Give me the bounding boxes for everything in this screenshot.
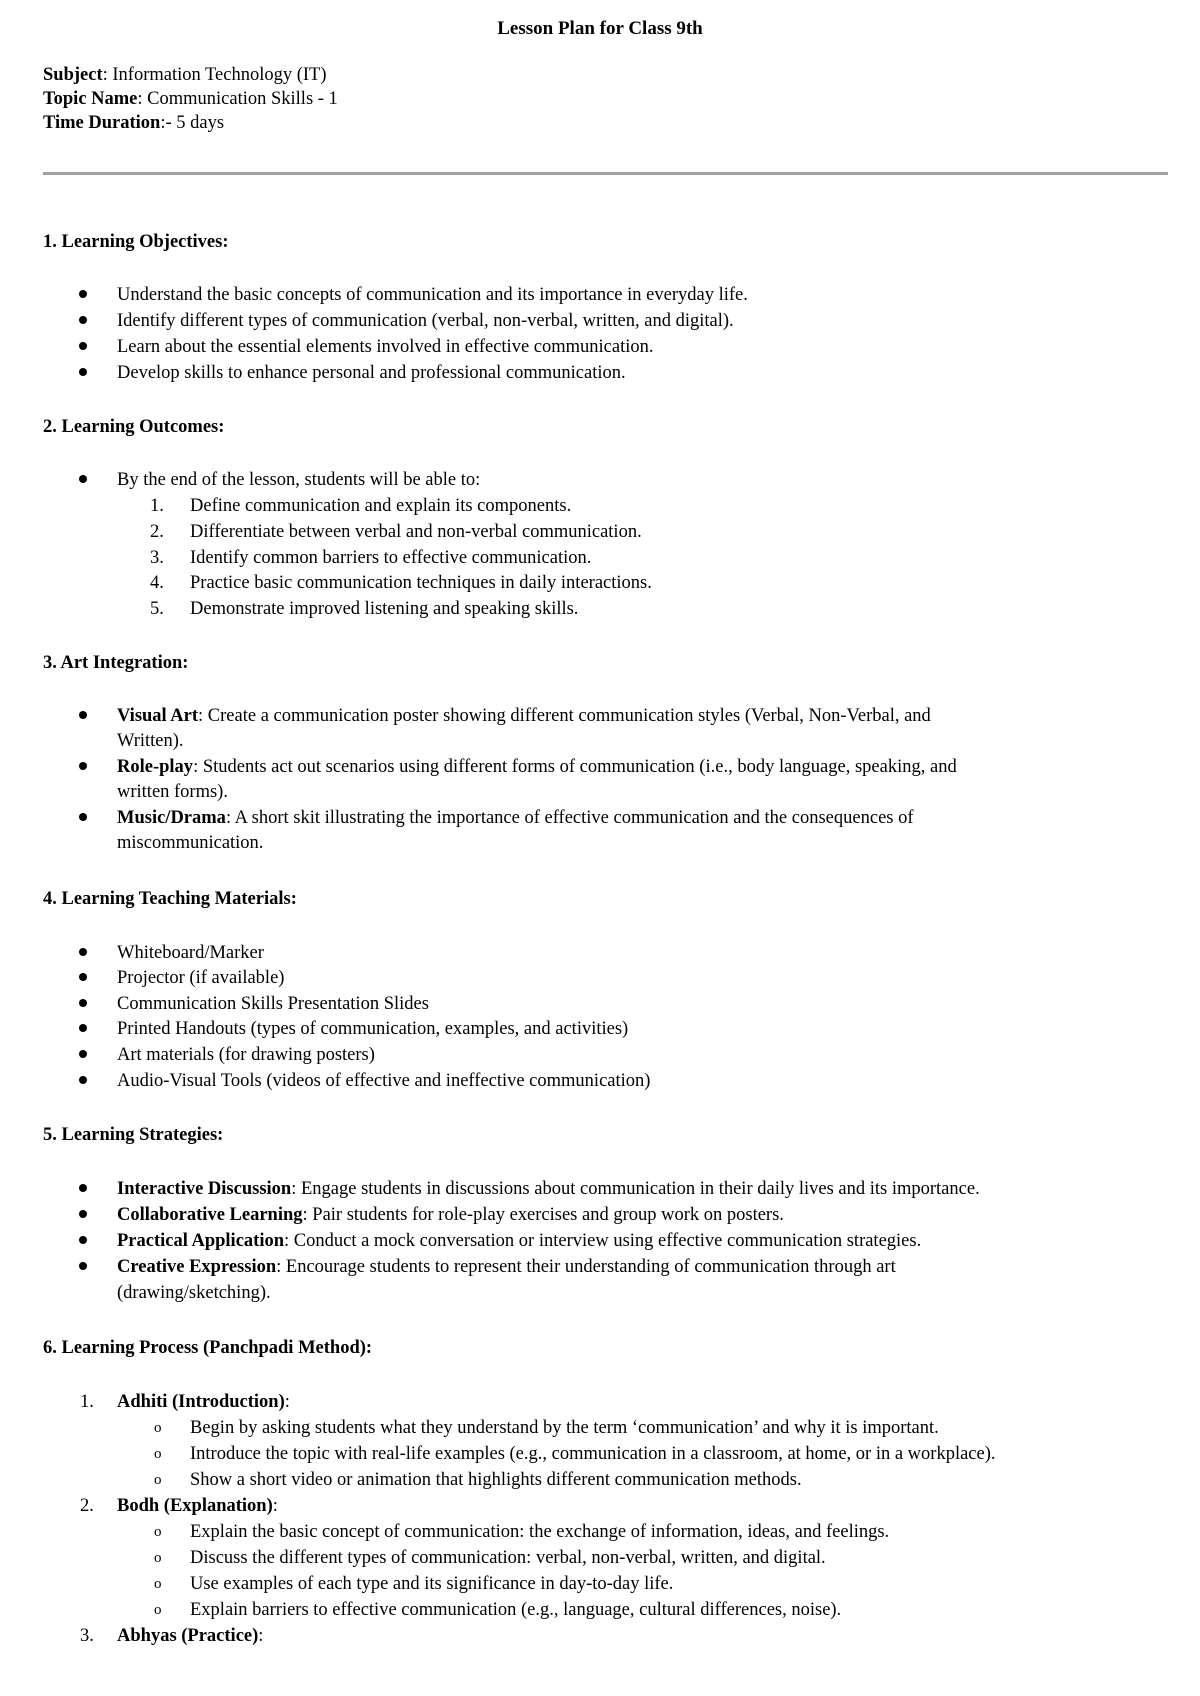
list-item: Differentiate between verbal and non-verbal communication. — [190, 522, 642, 542]
section-heading: 2. Learning Outcomes: — [43, 417, 225, 437]
bullet-icon — [79, 973, 87, 981]
page-title: Lesson Plan for Class 9th — [497, 18, 703, 39]
bullet-icon — [79, 1262, 87, 1270]
list-item — [117, 1203, 784, 1229]
step-suffix: : — [272, 1496, 278, 1516]
step-title — [117, 1390, 290, 1416]
item-text: : Engage students in discussions about communication in their daily lives and its importance. — [291, 1179, 980, 1199]
step-title — [117, 1494, 278, 1520]
item-label: Collaborative Learning — [117, 1205, 303, 1225]
list-number: 5. — [150, 599, 164, 619]
list-number: 1. — [150, 496, 164, 516]
list-item-continuation: miscommunication. — [117, 833, 264, 853]
list-item: Understand the basic concepts of communication and its importance in everyday life. — [117, 285, 748, 305]
sub-list-item: Explain the basic concept of communication: the exchange of information, ideas, and feelings. — [190, 1522, 890, 1542]
list-item: Learn about the essential elements involved in effective communication. — [117, 337, 654, 357]
item-text: : Conduct a mock conversation or interview using effective communication strategies. — [284, 1231, 922, 1251]
item-text: : Students act out scenarios using different forms of communication (i.e., body language, speaking, and — [193, 757, 957, 777]
circle-bullet-icon: o — [154, 1446, 162, 1462]
topic-label: Topic Name — [43, 89, 138, 109]
circle-bullet-icon: o — [154, 1602, 162, 1618]
list-item: By the end of the lesson, students will be able to: — [117, 470, 481, 490]
list-item — [117, 1255, 896, 1281]
time-label: Time Duration — [43, 113, 161, 133]
list-number: 4. — [150, 573, 164, 593]
item-label: Role-play — [117, 757, 194, 777]
section-heading: 4. Learning Teaching Materials: — [43, 889, 297, 909]
bullet-icon — [79, 342, 87, 350]
list-number: 3. — [80, 1626, 94, 1646]
section-heading: 5. Learning Strategies: — [43, 1125, 224, 1145]
item-label: Music/Drama — [117, 808, 226, 828]
list-item: Develop skills to enhance personal and professional communication. — [117, 363, 626, 383]
sub-list-item: Explain barriers to effective communication (e.g., language, cultural differences, noise). — [190, 1600, 842, 1620]
list-item: Communication Skills Presentation Slides — [117, 994, 429, 1014]
list-item: Identify different types of communication (verbal, non-verbal, written, and digital). — [117, 311, 734, 331]
bullet-icon — [79, 475, 87, 483]
step-suffix: : — [258, 1626, 264, 1646]
step-label: Abhyas (Practice) — [117, 1626, 259, 1646]
step-title — [117, 1624, 263, 1650]
item-text: : Encourage students to represent their understanding of communication through art — [276, 1257, 896, 1277]
list-number: 3. — [150, 548, 164, 568]
section-heading: 3. Art Integration: — [43, 653, 189, 673]
list-item: Whiteboard/Marker — [117, 943, 264, 963]
list-item — [117, 806, 914, 832]
list-item: Demonstrate improved listening and speaking skills. — [190, 599, 579, 619]
sub-list-item: Use examples of each type and its significance in day-to-day life. — [190, 1574, 674, 1594]
topic-line — [43, 87, 338, 113]
bullet-icon — [79, 1024, 87, 1032]
list-item-continuation: (drawing/sketching). — [117, 1283, 271, 1303]
bullet-icon — [79, 999, 87, 1007]
sub-list-item: Begin by asking students what they understand by the term ‘communication’ and why it is important. — [190, 1418, 939, 1438]
list-item: Define communication and explain its components. — [190, 496, 572, 516]
bullet-icon — [79, 1236, 87, 1244]
list-number: 2. — [150, 522, 164, 542]
section-heading: 6. Learning Process (Panchpadi Method): — [43, 1338, 373, 1358]
circle-bullet-icon: o — [154, 1576, 162, 1592]
step-label: Adhiti (Introduction) — [117, 1392, 285, 1412]
bullet-icon — [79, 368, 87, 376]
circle-bullet-icon: o — [154, 1472, 162, 1488]
bullet-icon — [79, 711, 87, 719]
bullet-icon — [79, 1076, 87, 1084]
item-label: Creative Expression — [117, 1257, 277, 1277]
subject-line — [43, 63, 327, 89]
time-value: :- 5 days — [160, 113, 225, 133]
item-label: Visual Art — [117, 706, 199, 726]
section-heading: 1. Learning Objectives: — [43, 232, 229, 252]
list-item — [117, 755, 957, 781]
list-item: Printed Handouts (types of communication, examples, and activities) — [117, 1019, 629, 1039]
item-label: Interactive Discussion — [117, 1179, 292, 1199]
circle-bullet-icon: o — [154, 1550, 162, 1566]
item-text: : A short skit illustrating the importance of effective communication and the consequences of — [225, 808, 914, 828]
list-number: 2. — [80, 1496, 94, 1516]
subject-value: : Information Technology (IT) — [102, 65, 327, 85]
sub-list-item: Introduce the topic with real-life examples (e.g., communication in a classroom, at home, or in a workplace). — [190, 1444, 996, 1464]
bullet-icon — [79, 1050, 87, 1058]
list-item: Audio-Visual Tools (videos of effective and ineffective communication) — [117, 1071, 651, 1091]
list-item-continuation: Written). — [117, 731, 184, 751]
list-item-continuation: written forms). — [117, 782, 228, 802]
circle-bullet-icon: o — [154, 1524, 162, 1540]
list-item: Identify common barriers to effective communication. — [190, 548, 592, 568]
list-item — [117, 704, 931, 730]
list-item: Practice basic communication techniques in daily interactions. — [190, 573, 652, 593]
step-label: Bodh (Explanation) — [117, 1496, 273, 1516]
horizontal-rule — [43, 172, 1168, 175]
bullet-icon — [79, 762, 87, 770]
list-item: Projector (if available) — [117, 968, 285, 988]
list-item: Art materials (for drawing posters) — [117, 1045, 375, 1065]
bullet-icon — [79, 813, 87, 821]
subject-label: Subject — [43, 65, 103, 85]
bullet-icon — [79, 948, 87, 956]
list-item — [117, 1177, 980, 1203]
list-item — [117, 1229, 921, 1255]
bullet-icon — [79, 1184, 87, 1192]
bullet-icon — [79, 316, 87, 324]
list-number: 1. — [80, 1392, 94, 1412]
step-suffix: : — [284, 1392, 290, 1412]
item-text: : Pair students for role-play exercises and group work on posters. — [302, 1205, 784, 1225]
time-line — [43, 111, 224, 137]
sub-list-item: Discuss the different types of communication: verbal, non-verbal, written, and digital. — [190, 1548, 826, 1568]
bullet-icon — [79, 1210, 87, 1218]
circle-bullet-icon: o — [154, 1420, 162, 1436]
item-text: : Create a communication poster showing different communication styles (Verbal, Non-Verbal, and — [198, 706, 931, 726]
item-label: Practical Application — [117, 1231, 284, 1251]
topic-value: : Communication Skills - 1 — [137, 89, 338, 109]
bullet-icon — [79, 290, 87, 298]
sub-list-item: Show a short video or animation that highlights different communication methods. — [190, 1470, 802, 1490]
